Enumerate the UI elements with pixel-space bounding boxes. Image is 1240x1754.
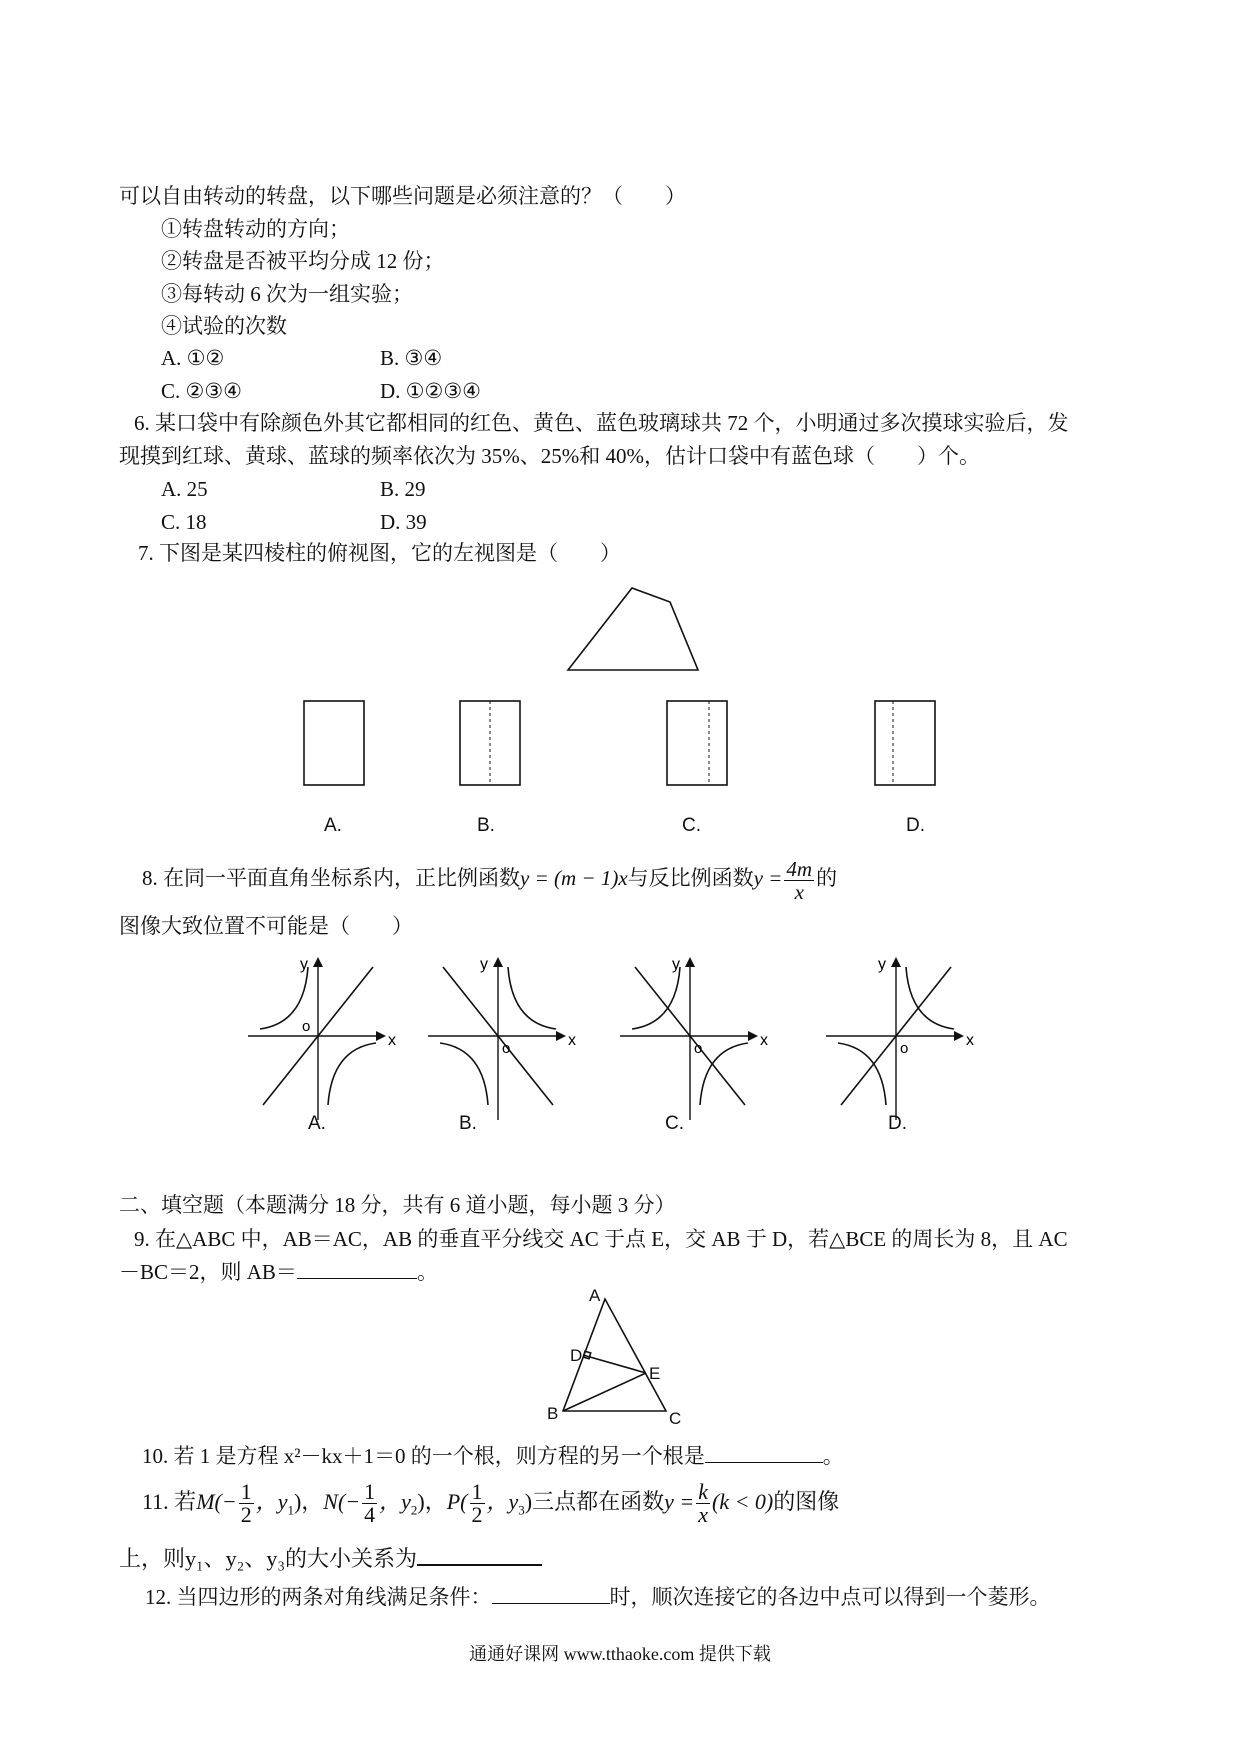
q10-text: 10. 若 1 是方程 x²－kx＋1＝0 的一个根，则方程的另一个根是 bbox=[142, 1444, 705, 1468]
hyperbola-branch bbox=[700, 1043, 748, 1105]
q11-p-sub: 3 bbox=[518, 1502, 525, 1518]
axis-y-label: y bbox=[878, 956, 886, 973]
q11-n-frac bbox=[362, 1481, 377, 1526]
q8-frac-den: x bbox=[794, 879, 804, 904]
q9-line-2 bbox=[119, 1258, 438, 1285]
hyperbola-branch bbox=[440, 1043, 488, 1105]
q11-m-close: )， bbox=[293, 1489, 324, 1514]
q12-line bbox=[145, 1583, 1051, 1610]
axis-x-label: x bbox=[966, 1032, 974, 1049]
q11-prefix: 11. 若 bbox=[142, 1489, 197, 1514]
q11-p-den: 2 bbox=[471, 1502, 483, 1528]
origin-label: o bbox=[502, 1040, 511, 1057]
q9-answer-blank[interactable] bbox=[297, 1258, 417, 1279]
q11-f-den: x bbox=[698, 1502, 708, 1528]
point-d: D bbox=[570, 1346, 583, 1365]
q8-mid: 与反比例函数 bbox=[627, 866, 754, 890]
axis-x-label: x bbox=[388, 1032, 396, 1049]
hyperbola-branch bbox=[260, 967, 308, 1029]
point-c: C bbox=[669, 1409, 682, 1428]
axis-y-label: y bbox=[300, 956, 308, 973]
origin-label: o bbox=[302, 1018, 311, 1035]
q8-label-d: D. bbox=[888, 1113, 907, 1134]
q11-m: M(− bbox=[196, 1489, 237, 1514]
q11-n-y: ，y bbox=[379, 1489, 411, 1514]
q10-line bbox=[142, 1442, 844, 1469]
point-b: B bbox=[547, 1404, 559, 1423]
q6-option-c: C. 18 bbox=[161, 510, 207, 534]
q11-n: N(− bbox=[323, 1489, 361, 1514]
q5-option-c: C. ②③④ bbox=[161, 379, 242, 403]
q12-answer-blank[interactable] bbox=[492, 1583, 610, 1604]
q9-triangle-figure bbox=[545, 1285, 690, 1430]
top-view-quadrilateral bbox=[560, 580, 710, 675]
q8-fraction bbox=[784, 858, 814, 903]
q11-m-frac bbox=[239, 1481, 254, 1526]
section-2-title: 二、填空题（本题满分 18 分，共有 6 道小题，每小题 3 分） bbox=[119, 1193, 676, 1217]
q6-line-2: 现摸到红球、黄球、蓝球的频率依次为 35%、25%和 40%，估计口袋中有蓝色球（ ）个。 bbox=[119, 444, 980, 468]
q12-before: 12. 当四边形的两条对角线满足条件： bbox=[145, 1585, 492, 1609]
q11-n-sub: 2 bbox=[410, 1502, 418, 1518]
q9-text: －BC＝2，则 AB＝ bbox=[119, 1260, 297, 1284]
q8-label-b: B. bbox=[459, 1113, 477, 1134]
q8-y-eq: y = bbox=[753, 866, 783, 890]
q12-after: 时，顺次连接它的各边中点可以得到一个菱形。 bbox=[609, 1585, 1051, 1609]
y-axis bbox=[685, 957, 695, 1120]
q5-option-b: B. ③④ bbox=[380, 346, 443, 370]
axis-y-label: y bbox=[672, 956, 680, 973]
q8-suffix: 的 bbox=[816, 866, 838, 890]
y-axis bbox=[891, 957, 901, 1120]
point-e: E bbox=[649, 1364, 661, 1383]
q5-option-d: D. ①②③④ bbox=[380, 379, 481, 403]
q7-label-b: B. bbox=[477, 815, 495, 836]
q6-line-1: 6. 某口袋中有除颜色外其它都相同的红色、黄色、蓝色玻璃球共 72 个，小明通过多次摸球实验后，发 bbox=[134, 411, 1069, 435]
q11-p-frac bbox=[470, 1481, 485, 1526]
q11-p-close: ) bbox=[524, 1489, 533, 1514]
q5-item-3: ③每转动 6 次为一组实验； bbox=[161, 282, 413, 306]
q11-p-num: 1 bbox=[471, 1479, 483, 1505]
q7-label-c: C. bbox=[682, 815, 701, 836]
q11-n-num: 1 bbox=[364, 1479, 376, 1505]
q5-item-2: ②转盘是否被平均分成 12 份； bbox=[161, 249, 445, 273]
q11-line2-text: 上，则y₁、y₂、y₃的大小关系为 bbox=[119, 1546, 418, 1571]
q9-end: 。 bbox=[416, 1260, 438, 1284]
q6-option-b: B. 29 bbox=[380, 477, 426, 501]
q11-line-1 bbox=[142, 1478, 839, 1534]
q11-line-2 bbox=[119, 1538, 542, 1572]
q9-line-1: 9. 在△ABC 中，AB＝AC，AB 的垂直平分线交 AC 于点 E，交 AB 于 D，若△BCE 的周长为 8，且 AC bbox=[134, 1227, 1068, 1251]
view-option-c-rectangle bbox=[663, 698, 733, 788]
hyperbola-branch bbox=[508, 967, 556, 1029]
q11-m-num: 1 bbox=[240, 1479, 252, 1505]
q11-cond: (k < 0) bbox=[712, 1489, 774, 1514]
q8-graph-a bbox=[248, 955, 398, 1125]
q8-graph-c bbox=[620, 955, 770, 1125]
q6-option-a: A. 25 bbox=[161, 477, 208, 501]
q11-m-sub: 1 bbox=[287, 1502, 294, 1518]
q11-m-y: ，y bbox=[255, 1489, 288, 1514]
q11-func-frac bbox=[696, 1481, 710, 1526]
q8-line-2: 图像大致位置不可能是（ ） bbox=[119, 914, 413, 938]
q11-answer-blank[interactable] bbox=[417, 1538, 542, 1566]
q8-frac-num: 4m bbox=[786, 856, 813, 881]
q11-suffix: 的图像 bbox=[773, 1489, 840, 1514]
y-axis bbox=[493, 957, 503, 1120]
q8-label-a: A. bbox=[308, 1113, 326, 1134]
q10-end: 。 bbox=[822, 1444, 844, 1468]
q6-option-d: D. 39 bbox=[380, 510, 427, 534]
hyperbola-branch bbox=[328, 1043, 376, 1105]
q8-func1: y = (m − 1)x bbox=[520, 866, 628, 890]
q8-graph-b bbox=[428, 955, 578, 1125]
q11-p-y: ，y bbox=[486, 1489, 519, 1514]
axis-x-label: x bbox=[568, 1032, 576, 1049]
q8-line-1 bbox=[142, 856, 837, 903]
point-a: A bbox=[589, 1286, 601, 1305]
footer: 通通好课网 www.tthaoke.com 提供下载 bbox=[469, 1644, 771, 1664]
q5-stem: 可以自由转动的转盘，以下哪些问题是必须注意的？（ ） bbox=[119, 184, 686, 208]
view-option-a-rectangle bbox=[300, 698, 370, 788]
hyperbola-branch bbox=[838, 1043, 886, 1105]
q7-stem: 7. 下图是某四棱柱的俯视图，它的左视图是（ ） bbox=[138, 541, 621, 565]
q11-p: P( bbox=[446, 1489, 468, 1514]
q11-f-num: k bbox=[698, 1479, 708, 1505]
q10-answer-blank[interactable] bbox=[705, 1442, 823, 1463]
q5-item-1: ①转盘转动的方向； bbox=[161, 217, 350, 241]
q8-prefix: 8. 在同一平面直角坐标系内，正比例函数 bbox=[142, 866, 520, 890]
axis-y-label: y bbox=[480, 956, 488, 973]
q11-y-eq: y = bbox=[664, 1489, 695, 1514]
q8-graph-d bbox=[826, 955, 976, 1125]
q7-label-a: A. bbox=[324, 815, 342, 836]
origin-label: o bbox=[900, 1040, 909, 1057]
q5-option-a: A. ①② bbox=[161, 346, 225, 370]
q11-n-close: )， bbox=[417, 1489, 447, 1514]
view-option-b-rectangle bbox=[456, 698, 526, 788]
y-axis bbox=[313, 957, 323, 1120]
q11-m-den: 2 bbox=[240, 1502, 252, 1528]
q7-label-d: D. bbox=[906, 815, 925, 836]
origin-label: o bbox=[694, 1040, 703, 1057]
q11-mid: 三点都在函数 bbox=[532, 1489, 665, 1514]
view-option-d-rectangle bbox=[871, 698, 941, 788]
hyperbola-branch bbox=[906, 967, 954, 1029]
q5-item-4: ④试验的次数 bbox=[161, 314, 287, 338]
q8-label-c: C. bbox=[665, 1113, 684, 1134]
q11-n-den: 4 bbox=[364, 1502, 376, 1528]
axis-x-label: x bbox=[760, 1032, 768, 1049]
hyperbola-branch bbox=[632, 967, 680, 1029]
